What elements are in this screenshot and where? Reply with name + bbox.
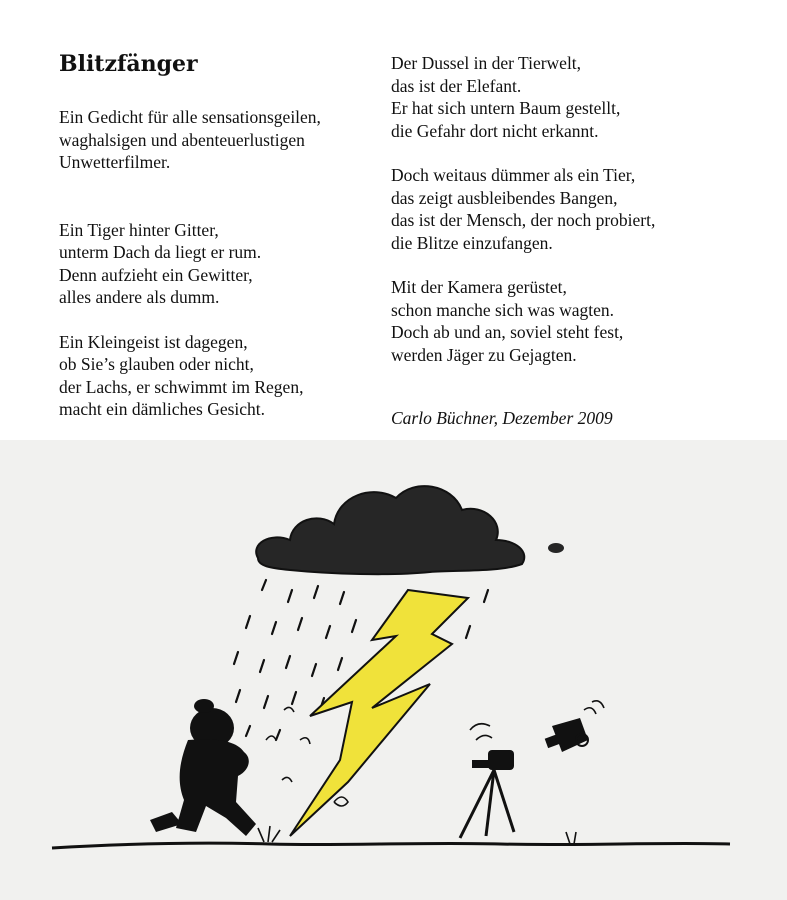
verse-line: Der Dussel in der Tierwelt,	[391, 53, 582, 73]
camera-on-tripod-icon	[472, 750, 514, 770]
stanza-lachs	[59, 331, 379, 421]
poem-intro	[59, 106, 379, 174]
stanza-kamera	[391, 276, 731, 366]
storm-illustration	[0, 440, 787, 900]
verse-line: Doch ab und an, soviel steht fest,	[391, 322, 624, 342]
stanza-tiger	[59, 219, 379, 309]
author-signature: Carlo Büchner, Dezember 2009	[391, 408, 613, 428]
verse-line: Mit der Kamera gerüstet,	[391, 277, 567, 297]
poem-title: Blitzfänger	[59, 51, 198, 77]
verse-line: ob Sie’s glauben oder nicht,	[59, 354, 254, 374]
stanza-elefant	[391, 52, 731, 142]
right-column	[391, 52, 731, 388]
verse-line: Ein Tiger hinter Gitter,	[59, 219, 219, 240]
stanza-mensch	[391, 164, 731, 254]
verse-line: Denn aufzieht ein Gewitter,	[59, 264, 253, 285]
verse-line: Doch weitaus dümmer als ein Tier,	[391, 165, 636, 185]
verse-line: Ein Kleingeist ist dagegen,	[59, 331, 248, 352]
verse-line: die Gefahr dort nicht erkannt.	[391, 120, 599, 141]
camera-tripod-icon	[460, 770, 514, 838]
ground-line	[52, 843, 730, 848]
small-cloud-puff	[548, 543, 564, 553]
storm-cloud-icon	[256, 486, 564, 574]
verse-line: das ist der Elefant.	[391, 75, 522, 96]
intro-line: Ein Gedicht für alle sensationsgeilen,	[59, 107, 321, 127]
verse-line: werden Jäger zu Gejagten.	[391, 344, 577, 365]
verse-line: macht ein dämliches Gesicht.	[59, 399, 266, 419]
verse-line: unterm Dach da liegt er rum.	[59, 242, 262, 262]
verse-line: Er hat sich untern Baum gestellt,	[391, 98, 621, 118]
grass-tufts-icon	[258, 826, 576, 844]
running-person-icon	[150, 699, 256, 836]
lightning-bolt-icon	[290, 590, 468, 836]
verse-line: das zeigt ausbleibendes Bangen,	[391, 187, 618, 208]
verse-line: der Lachs, er schwimmt im Regen,	[59, 376, 304, 397]
verse-line: die Blitze einzufangen.	[391, 232, 553, 253]
flying-camera-icon	[545, 718, 588, 752]
left-column	[59, 50, 379, 443]
storm-cartoon	[0, 440, 787, 900]
intro-line: Unwetterfilmer.	[59, 152, 171, 172]
verse-line: alles andere als dumm.	[59, 287, 220, 307]
verse-line: das ist der Mensch, der noch probiert,	[391, 210, 656, 230]
verse-line: schon manche sich was wagten.	[391, 299, 615, 320]
intro-line: waghalsigen und abenteuerlustigen	[59, 129, 305, 150]
